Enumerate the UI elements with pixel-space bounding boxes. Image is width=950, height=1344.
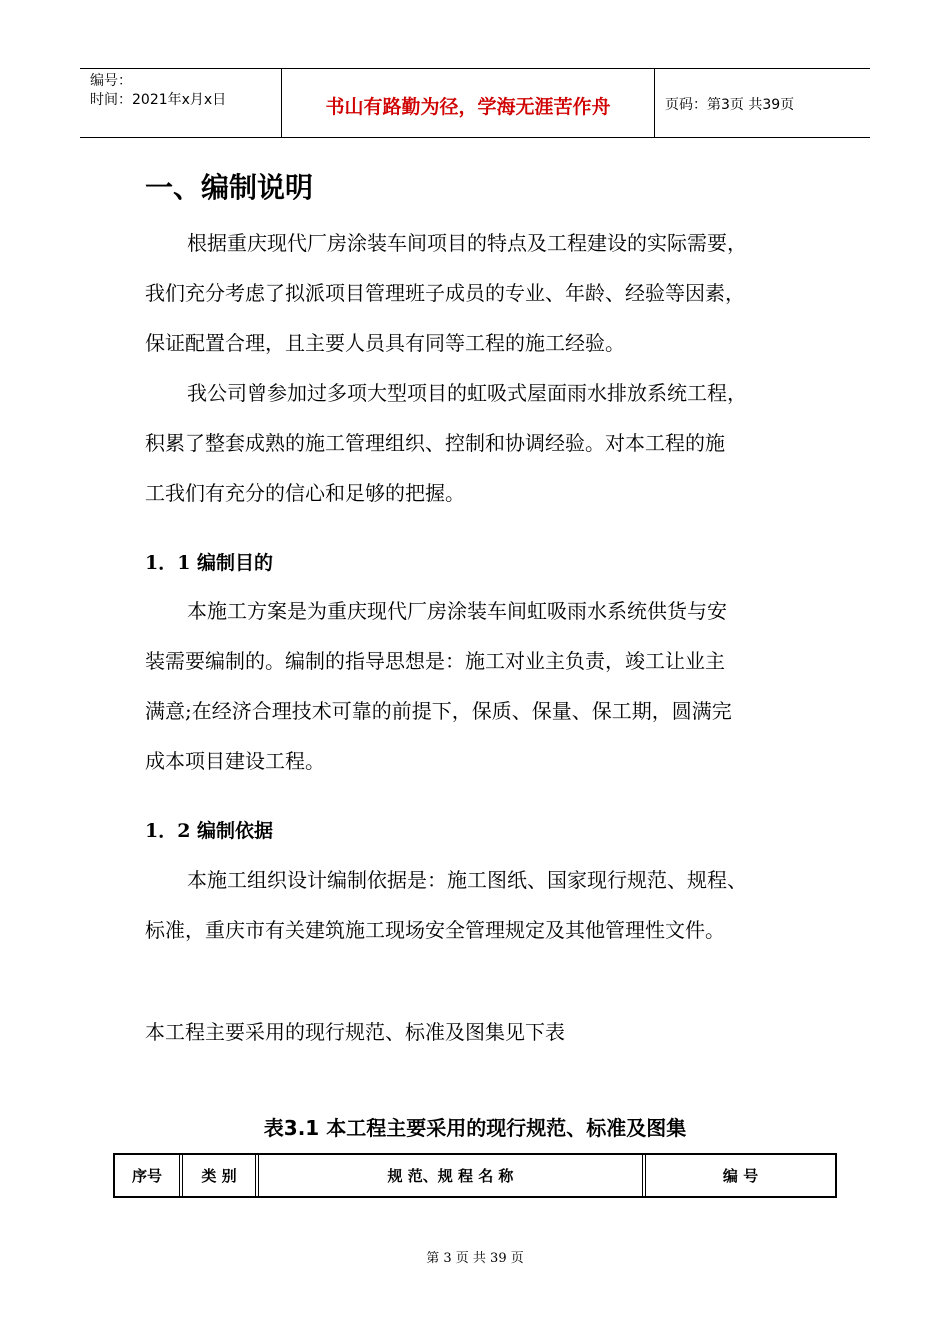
text-line: 保证配置合理，且主要人员具有同等工程的施工经验。 xyxy=(145,331,625,355)
subsection-title-purpose: 1．1 编制目的 xyxy=(145,552,274,574)
column-header-category: 类 别 xyxy=(201,1167,237,1185)
intro-paragraph-1 xyxy=(145,218,835,368)
basis-paragraph xyxy=(145,855,835,955)
subsection-title-basis: 1．2 编制依据 xyxy=(145,820,274,842)
text-line: 我公司曾参加过多项大型项目的虹吸式屋面雨水排放系统工程， xyxy=(187,381,747,405)
standards-table-header xyxy=(113,1153,837,1198)
section-title: 一、编制说明 xyxy=(145,171,314,204)
column-header-name: 规 范、规 程 名 称 xyxy=(387,1167,514,1185)
text-line: 装需要编制的。编制的指导思想是：施工对业主负责，竣工让业主 xyxy=(145,649,725,673)
text-line: 积累了整套成熟的施工管理组织、控制和协调经验。对本工程的施 xyxy=(145,431,725,455)
text-line: 标准，重庆市有关建筑施工现场安全管理规定及其他管理性文件。 xyxy=(145,918,725,942)
header-page-info: 页码：第3页 共39页 xyxy=(665,97,795,113)
column-header-index: 序号 xyxy=(131,1167,162,1185)
text-line: 根据重庆现代厂房涂装车间项目的特点及工程建设的实际需要， xyxy=(187,231,747,255)
header-motto: 书山有路勤为径，学海无涯苦作舟 xyxy=(282,69,655,137)
column-header-code: 编 号 xyxy=(722,1167,759,1185)
document-time-label: 时间：2021年x月x日 xyxy=(90,92,227,108)
table-intro-text: 本工程主要采用的现行规范、标准及图集见下表 xyxy=(145,1020,565,1044)
text-line: 工我们有充分的信心和足够的把握。 xyxy=(145,481,465,505)
document-number-label: 编号： xyxy=(90,73,132,89)
header-meta xyxy=(80,69,282,137)
text-line: 本施工方案是为重庆现代厂房涂装车间虹吸雨水系统供货与安 xyxy=(187,599,727,623)
text-line: 本施工组织设计编制依据是：施工图纸、国家现行规范、规程、 xyxy=(187,868,747,892)
intro-paragraph-2 xyxy=(145,368,835,518)
page-footer: 第 3 页 共 39 页 xyxy=(426,1251,524,1266)
purpose-paragraph xyxy=(145,586,835,786)
text-line: 成本项目建设工程。 xyxy=(145,749,325,773)
table-caption: 表3.1 本工程主要采用的现行规范、标准及图集 xyxy=(263,1116,687,1140)
text-line: 我们充分考虑了拟派项目管理班子成员的专业、年龄、经验等因素， xyxy=(145,281,745,305)
page-header xyxy=(80,68,870,138)
text-line: 满意;在经济合理技术可靠的前提下，保质、保量、保工期，圆满完 xyxy=(145,699,732,723)
